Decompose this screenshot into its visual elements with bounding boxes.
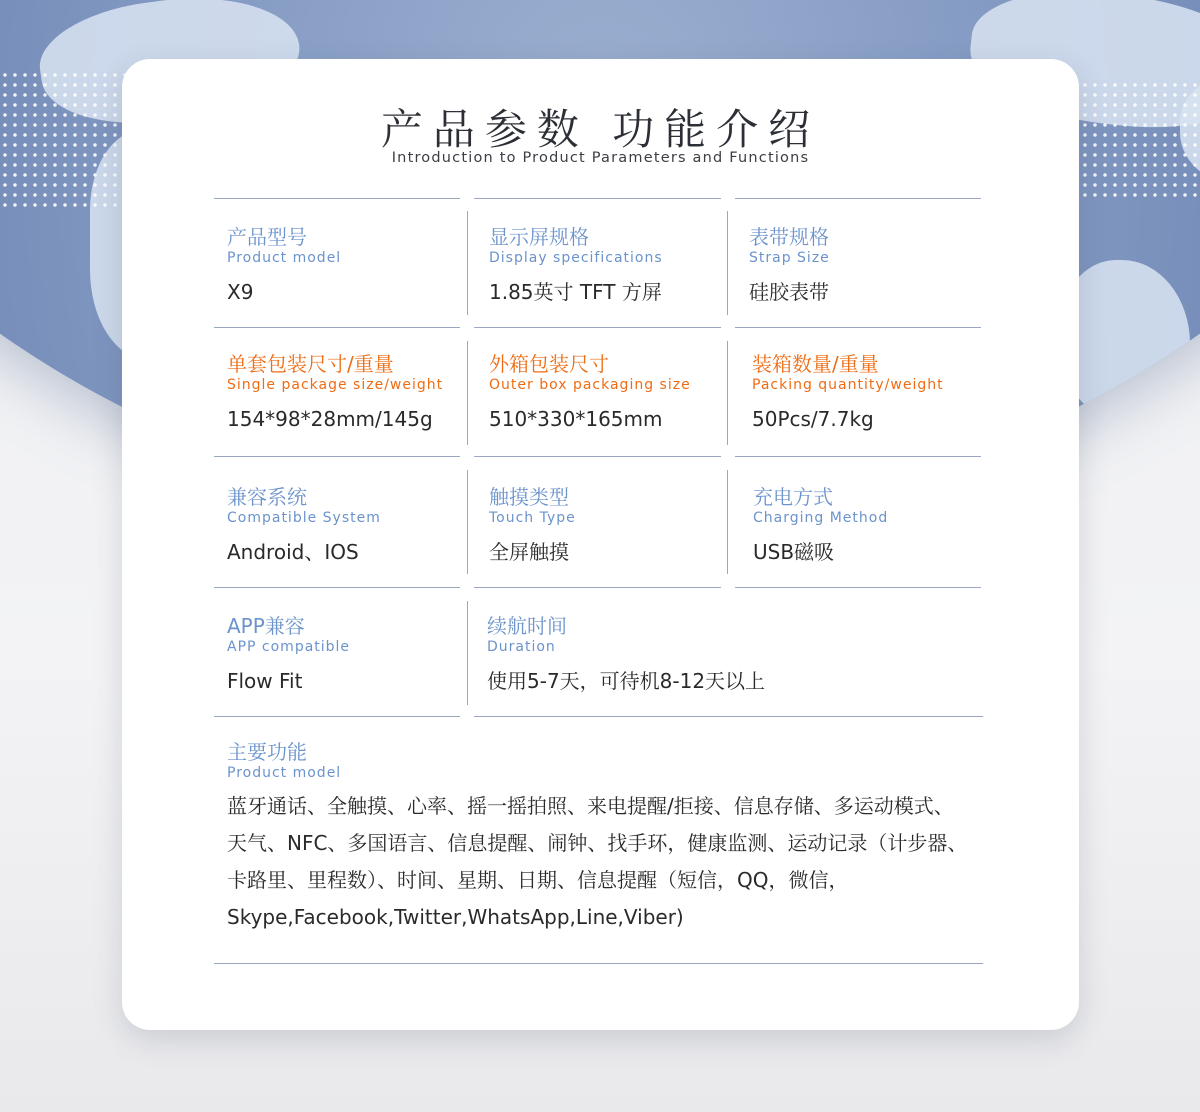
spec-label-en: Display specifications	[489, 250, 663, 266]
page-title: 产品参数 功能介绍	[380, 105, 821, 154]
spec-label-en: Single package size/weight	[227, 377, 444, 393]
spec-label-en: Product model	[227, 250, 342, 266]
spec-label-cn: 主要功能	[227, 740, 307, 764]
spec-label-en: Strap Size	[749, 250, 830, 266]
divider	[467, 470, 468, 574]
spec-main-functions	[227, 740, 969, 936]
divider	[474, 456, 721, 457]
spec-value: X9	[227, 280, 254, 304]
spec-display	[489, 225, 663, 305]
spec-label-cn: 表带规格	[749, 225, 829, 249]
spec-value: USB磁吸	[753, 540, 835, 564]
spec-card	[122, 59, 1079, 1030]
spec-label-cn: 装箱数量/重量	[752, 352, 879, 376]
spec-label-en: Charging Method	[753, 510, 889, 526]
divider	[727, 341, 728, 445]
spec-touch-type	[489, 485, 576, 565]
divider	[735, 198, 981, 199]
spec-outer-box	[489, 352, 691, 432]
spec-label-cn: 显示屏规格	[489, 225, 589, 249]
spec-label-cn: APP兼容	[227, 614, 305, 638]
spec-label-en: Packing quantity/weight	[752, 377, 944, 393]
spec-packing-quantity	[752, 352, 944, 432]
divider	[474, 327, 721, 328]
spec-value: 硅胶表带	[749, 280, 829, 304]
divider	[727, 470, 728, 574]
divider	[474, 716, 983, 717]
spec-label-cn: 充电方式	[753, 485, 833, 509]
divider	[735, 327, 981, 328]
spec-app-compatible	[227, 614, 350, 694]
spec-label-en: Compatible System	[227, 510, 381, 526]
spec-value: Android、IOS	[227, 540, 359, 564]
divider	[214, 963, 983, 964]
divider	[467, 211, 468, 315]
divider	[474, 198, 721, 199]
spec-label-cn: 兼容系统	[227, 485, 307, 509]
spec-charging	[753, 485, 888, 565]
spec-value: 1.85英寸 TFT 方屏	[489, 280, 662, 304]
spec-label-cn: 续航时间	[487, 614, 567, 638]
spec-value: 使用5-7天，可待机8-12天以上	[487, 669, 766, 693]
spec-label-en: Duration	[487, 639, 556, 655]
divider	[467, 341, 468, 445]
spec-label-en: APP compatible	[227, 639, 351, 655]
spec-compatible-system	[227, 485, 381, 565]
spec-strap	[749, 225, 830, 305]
features-text: 蓝牙通话、全触摸、心率、摇一摇拍照、来电提醒/拒接、信息存储、多运动模式、天气、NFC、多国语言、信息提醒、闹钟、找手环，健康监测、运动记录（计步器、卡路里、里程数）、时间、星期、日期、信息提醒（短信，QQ，微信，Skype,Facebook,Twitter,WhatsApp,Line,Viber)	[227, 794, 968, 929]
spec-value: Flow Fit	[227, 669, 303, 693]
spec-duration	[487, 614, 765, 694]
divider	[214, 587, 460, 588]
spec-label-en: Product model	[227, 765, 342, 781]
spec-label-en: Touch Type	[489, 510, 576, 526]
divider	[214, 198, 460, 199]
divider	[467, 601, 468, 705]
page-subtitle: Introduction to Product Parameters and Functions	[391, 150, 810, 166]
spec-single-package	[227, 352, 443, 432]
spec-value: 全屏触摸	[489, 540, 569, 564]
divider	[214, 716, 460, 717]
spec-label-en: Outer box packaging size	[489, 377, 691, 393]
spec-value: 510*330*165mm	[489, 407, 663, 431]
divider	[727, 211, 728, 315]
spec-value: 154*98*28mm/145g	[227, 407, 433, 431]
divider	[474, 587, 721, 588]
spec-label-cn: 单套包装尺寸/重量	[227, 352, 394, 376]
divider	[735, 587, 981, 588]
spec-product-model	[227, 225, 341, 305]
spec-value: 50Pcs/7.7kg	[752, 407, 874, 431]
spec-label-cn: 外箱包装尺寸	[489, 352, 609, 376]
divider	[735, 456, 981, 457]
spec-label-cn: 产品型号	[227, 225, 307, 249]
spec-label-cn: 触摸类型	[489, 485, 569, 509]
divider	[214, 456, 460, 457]
divider	[214, 327, 460, 328]
